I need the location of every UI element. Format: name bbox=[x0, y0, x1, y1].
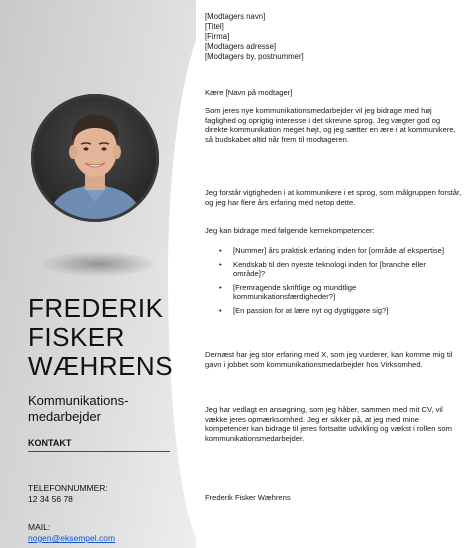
letter-paragraph-4: Dernæst har jeg stor erfaring med X, som jeg vurderer, kan komme mig til gavn i jobbet som kommunikationsmedarbejder hos Virksomhed. bbox=[205, 350, 453, 369]
name-line: FISKER bbox=[28, 322, 125, 352]
letter-paragraph-3: Jeg kan bidrage med følgende kernekompetencer: bbox=[205, 226, 375, 235]
letter-paragraph-1: Som jeres nye kommunikationsmedarbejder vil jeg bidrage med høj faglighed og oprigtig interesse i det skrevne sprog. Jeg vægter god og direkte kommunikation meget højt, og jeg sætter en ære i at kommunikere, så budskabet altid når frem til modtageren. bbox=[205, 106, 456, 144]
profile-photo bbox=[31, 94, 159, 222]
contact-heading: KONTAKT bbox=[28, 438, 72, 448]
recipient-line: [Modtagers navn] bbox=[205, 12, 266, 21]
list-item: • Kendskab til den nyeste teknologi inden for [branche eller område]? bbox=[205, 260, 455, 279]
recipient-line: [Titel] bbox=[205, 22, 224, 31]
list-item: • [En passion for at lære nyt og dygtiggøre sig?] bbox=[205, 306, 455, 316]
letter-paragraph-5: Jeg har vedlagt en ansøgning, som jeg håber, sammen med mit CV, vil vække jeres opmærksomhed. Jeg er sikker på, at jeg med mine kompetencer kan bidrage til jeres fortsatte udvikling og vækst i rollen som kommunikationsmedarbejder. bbox=[205, 405, 452, 443]
list-item: • [Fremragende skriftlige og mundtlige kommunikationsfærdigheder?] bbox=[205, 283, 455, 302]
job-title-line: medarbejder bbox=[28, 409, 101, 424]
letter-paragraph-2: Jeg forstår vigtigheden i at kommunikere i et sprog, som målgruppen forstår, og jeg har flere års erfaring med netop dette. bbox=[205, 188, 462, 207]
phone-label: TELEFONNUMMER: bbox=[28, 483, 108, 493]
contact-divider bbox=[28, 451, 170, 452]
name-line: WÆHRENS bbox=[28, 351, 174, 381]
recipient-address bbox=[205, 12, 304, 62]
job-title-line: Kommunikations- bbox=[28, 393, 129, 408]
recipient-line: [Modtagers adresse] bbox=[205, 42, 277, 51]
phone-value: 12 34 56 78 bbox=[28, 494, 73, 504]
list-item: • [Nummer] års praktisk erfaring inden for [område af ekspertise] bbox=[205, 246, 455, 256]
job-title bbox=[28, 393, 128, 425]
photo-shadow bbox=[42, 252, 154, 276]
recipient-line: [Modtagers by, postnummer] bbox=[205, 52, 304, 61]
signature: Frederik Fisker Wæhrens bbox=[205, 493, 291, 502]
competence-list bbox=[205, 246, 455, 320]
recipient-line: [Firma] bbox=[205, 32, 230, 41]
applicant-name bbox=[28, 294, 173, 381]
mail-link[interactable]: nogen@eksempel.com bbox=[28, 533, 116, 543]
name-line: FREDERIK bbox=[28, 293, 164, 323]
mail-label: MAIL: bbox=[28, 522, 51, 532]
photo-frame bbox=[31, 94, 159, 222]
letter-greeting: Kære [Navn på modtager] bbox=[205, 88, 293, 97]
